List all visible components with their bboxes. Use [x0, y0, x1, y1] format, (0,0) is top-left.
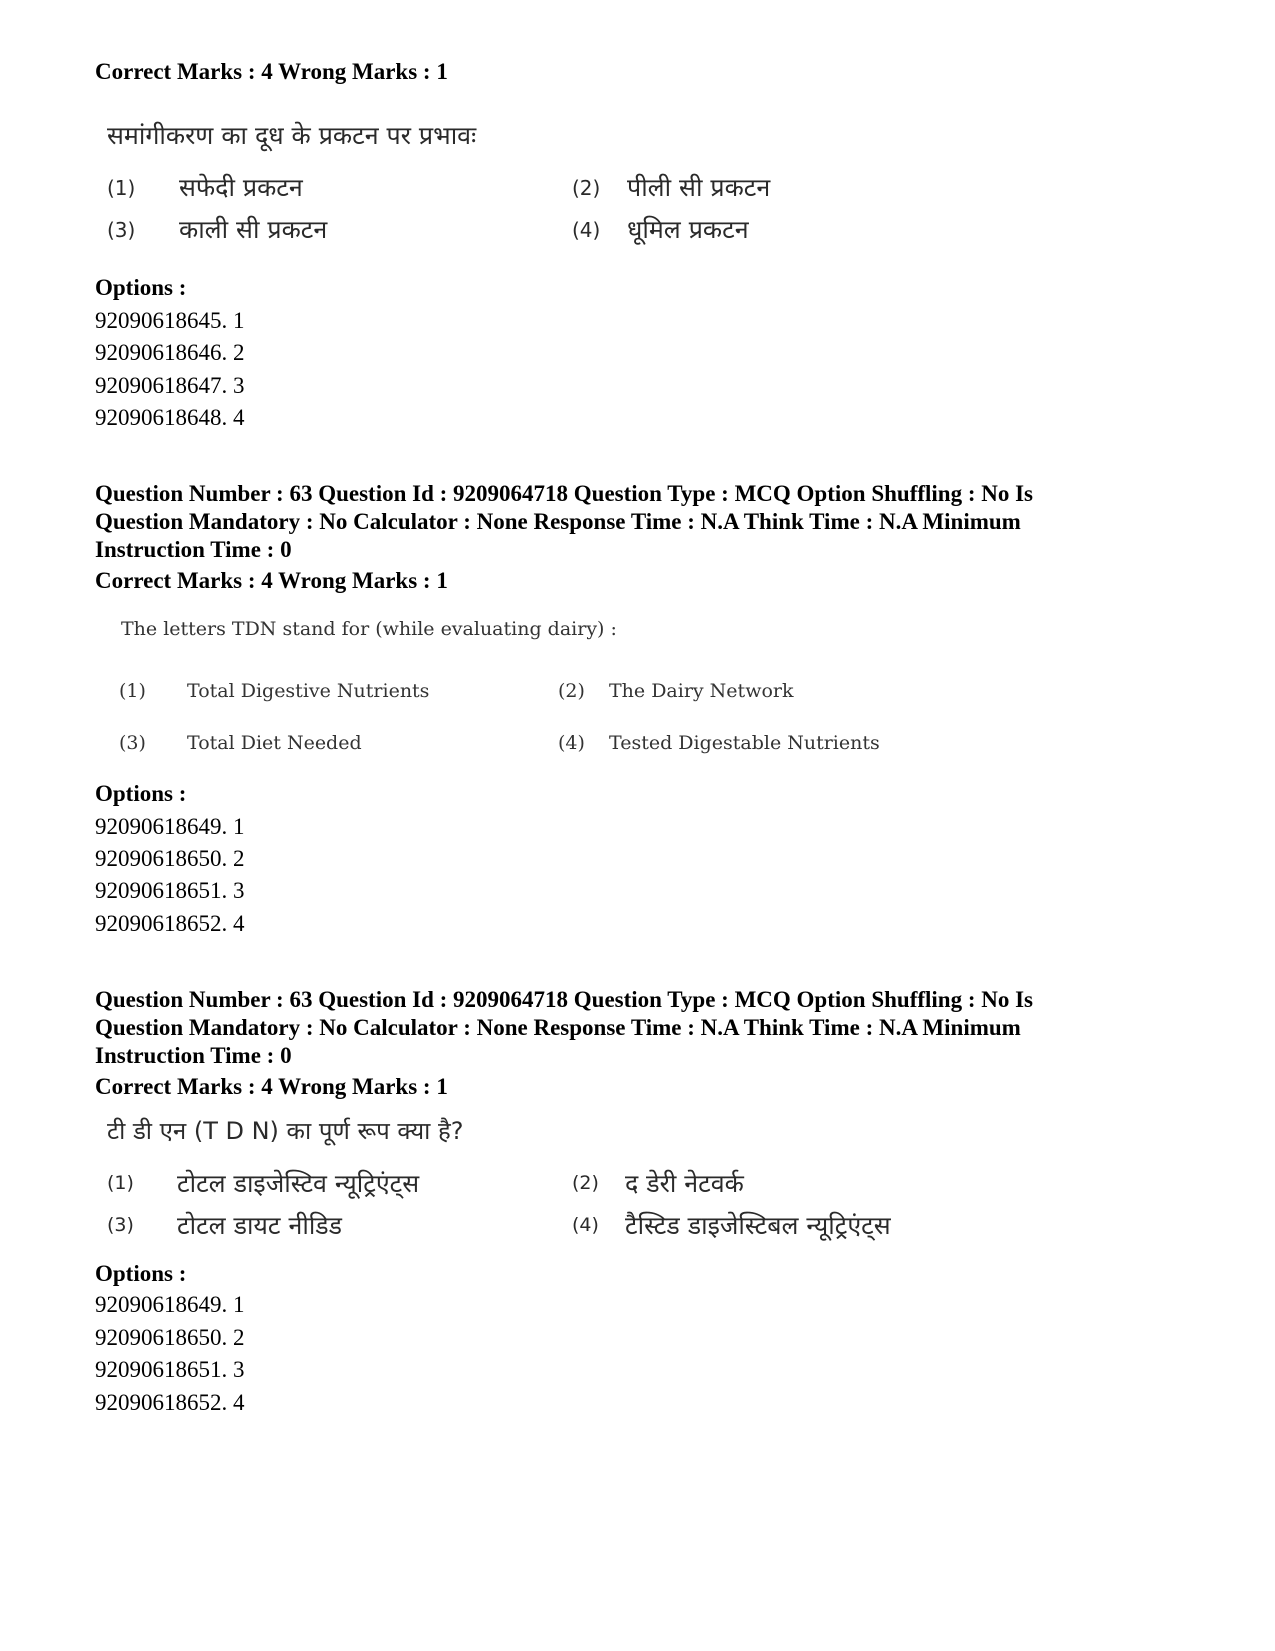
choice-text: धूमिल प्रकटन	[627, 215, 749, 244]
correct-wrong-marks: Correct Marks : 4 Wrong Marks : 1	[95, 568, 448, 593]
question-metadata	[95, 986, 1175, 1070]
question-image	[107, 618, 1007, 758]
choice-number: (1)	[107, 176, 136, 200]
choice-text: काली सी प्रकटन	[179, 215, 328, 244]
choice-number: (4)	[558, 732, 585, 754]
option-line: 92090618648. 4	[95, 405, 245, 430]
option-line: 92090618649. 1	[95, 814, 245, 839]
choice-number: (1)	[119, 680, 146, 702]
question-stem: समांगीकरण का दूध के प्रकटन पर प्रभावः	[107, 121, 477, 150]
metadata-line: Question Mandatory : No Calculator : None Response Time : N.A Think Time : N.A Minimum	[95, 1015, 1021, 1040]
question-image	[107, 118, 1007, 248]
metadata-line: Question Number : 63 Question Id : 9209064718 Question Type : MCQ Option Shuffling : No Is	[95, 987, 1034, 1012]
question-stem: टी डी एन (T D N) का पूर्ण रूप क्या है?	[107, 1117, 464, 1145]
option-line: 92090618650. 2	[95, 846, 245, 871]
choice-text: टोटल डायट नीडिड	[177, 1211, 343, 1240]
choice-text: The Dairy Network	[609, 680, 794, 702]
option-line: 92090618647. 3	[95, 373, 245, 398]
option-line: 92090618651. 3	[95, 878, 245, 903]
options-label: Options :	[95, 781, 187, 806]
options-label: Options :	[95, 275, 187, 300]
option-line: 92090618645. 1	[95, 308, 245, 333]
choice-text: पीली सी प्रकटन	[627, 173, 771, 202]
option-line: 92090618651. 3	[95, 1357, 245, 1382]
option-line: 92090618650. 2	[95, 1325, 245, 1350]
options-label: Options :	[95, 1261, 187, 1286]
option-line: 92090618649. 1	[95, 1292, 245, 1317]
question-image	[107, 1114, 1007, 1254]
correct-wrong-marks: Correct Marks : 4 Wrong Marks : 1	[95, 59, 448, 84]
choice-text: टोटल डाइजेस्टिव न्यूट्रिएंट्स	[177, 1169, 420, 1198]
option-line: 92090618652. 4	[95, 911, 245, 936]
choice-number: (1)	[107, 1172, 134, 1194]
choice-number: (2)	[558, 680, 585, 702]
choice-number: (2)	[572, 1172, 599, 1194]
choice-number: (3)	[119, 732, 146, 754]
choice-number: (4)	[572, 218, 601, 242]
metadata-line: Instruction Time : 0	[95, 537, 292, 562]
option-line: 92090618646. 2	[95, 340, 245, 365]
choice-text: सफेदी प्रकटन	[179, 173, 303, 202]
choice-text: द डेरी नेटवर्क	[625, 1169, 744, 1198]
question-stem: The letters TDN stand for (while evaluating dairy) :	[121, 618, 617, 640]
metadata-line: Instruction Time : 0	[95, 1043, 292, 1068]
metadata-line: Question Mandatory : No Calculator : None Response Time : N.A Think Time : N.A Minimum	[95, 509, 1021, 534]
correct-wrong-marks: Correct Marks : 4 Wrong Marks : 1	[95, 1074, 448, 1099]
choice-text: Tested Digestable Nutrients	[609, 732, 880, 754]
option-line: 92090618652. 4	[95, 1390, 245, 1415]
choice-number: (3)	[107, 1214, 134, 1236]
metadata-line: Question Number : 63 Question Id : 9209064718 Question Type : MCQ Option Shuffling : No Is	[95, 481, 1034, 506]
choice-number: (2)	[572, 176, 601, 200]
choice-text: Total Diet Needed	[187, 732, 362, 754]
choice-text: टैस्टिड डाइजेस्टिबल न्यूट्रिएंट्स	[625, 1211, 891, 1240]
choice-text: Total Digestive Nutrients	[187, 680, 430, 702]
choice-number: (3)	[107, 218, 136, 242]
choice-number: (4)	[572, 1214, 599, 1236]
question-metadata	[95, 480, 1175, 564]
